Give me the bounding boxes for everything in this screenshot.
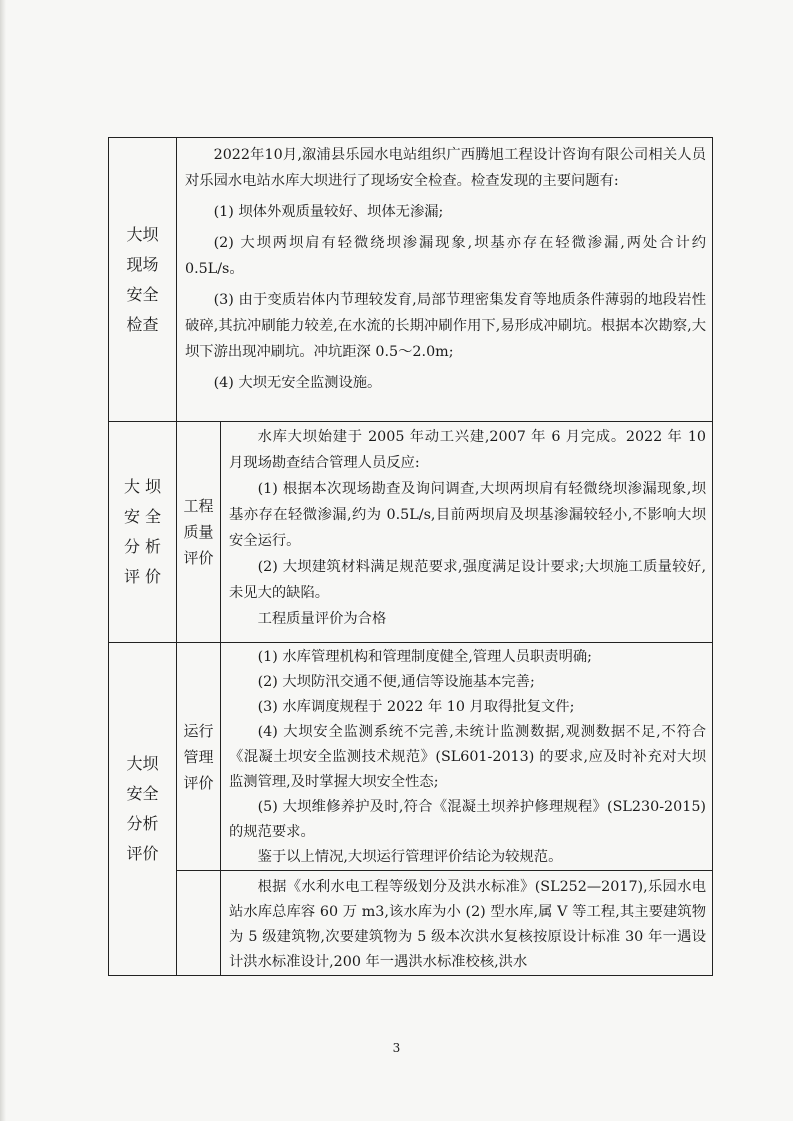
row-operation-management xyxy=(109,643,713,871)
content-engineering-quality xyxy=(221,422,713,643)
label-safety-evaluation: 大坝 安全 分析 评价 xyxy=(109,643,177,976)
sublabel-operation-management: 运行 管理 评价 xyxy=(177,643,221,871)
sublabel-flood-standard xyxy=(177,871,221,976)
sublabel-engineering-quality: 工程 质量 评价 xyxy=(177,422,221,643)
row-engineering-quality xyxy=(109,422,713,643)
content-operation-management xyxy=(221,643,713,871)
paragraph: (1) 坝体外观质量较好、坝体无渗漏; xyxy=(213,204,444,220)
paragraph: (4) 大坝无安全监测设施。 xyxy=(213,375,382,391)
label-site-inspection: 大坝 现场 安全 检查 xyxy=(109,138,177,422)
row-flood-standard xyxy=(109,871,713,976)
paragraph: 2022年10月,溆浦县乐园水电站组织广西腾旭工程设计咨询有限公司相关人员对乐园水电站水库大坝进行了现场安全检查。检查发现的主要问题有: xyxy=(185,147,707,189)
safety-assessment-table xyxy=(108,137,713,976)
paragraph: (1) 根据本次现场勘查及询问调查,大坝两坝肩有轻微绕坝渗漏现象,坝基亦存在轻微渗漏,约为 0.5L/s,目前两坝肩及坝基渗漏较轻小,不影响大坝安全运行。 xyxy=(229,481,707,549)
page-number: 3 xyxy=(392,1041,401,1055)
paragraph: 鉴于以上情况,大坝运行管理评价结论为较规范。 xyxy=(257,849,563,865)
paragraph: (2) 大坝防汛交通不便,通信等设施基本完善; xyxy=(257,674,535,690)
paragraph: (1) 水库管理机构和管理制度健全,管理人员职责明确; xyxy=(257,649,592,665)
paragraph: 工程质量评价为合格 xyxy=(257,611,387,627)
content-flood-standard xyxy=(221,871,713,976)
paragraph: (4) 大坝安全监测系统不完善,未统计监测数据,观测数据不足,不符合《混凝土坝安全监测技术规范》(SL601-2013) 的要求,应及时补充对大坝监测管理,及时掌握大坝安全性态; xyxy=(229,724,707,790)
paragraph: (3) 水库调度规程于 2022 年 10 月取得批复文件; xyxy=(257,699,575,715)
paragraph: (3) 由于变质岩体内节理较发育,局部节理密集发育等地质条件薄弱的地段岩性破碎,其抗冲刷能力较差,在水流的长期冲刷作用下,易形成冲刷坑。根据本次勘察,大坝下游出现冲刷坑。冲坑距深 0.5～2.0m; xyxy=(185,292,707,360)
paragraph: 水库大坝始建于 2005 年动工兴建,2007 年 6 月完成。2022 年 10 月现场勘查结合管理人员反应: xyxy=(229,429,707,471)
paragraph: (5) 大坝维修养护及时,符合《混凝土坝养护修理规程》(SL230-2015) 的规范要求。 xyxy=(229,799,707,840)
paragraph: (2) 大坝建筑材料满足规范要求,强度满足设计要求;大坝施工质量较好,未见大的缺陷。 xyxy=(229,559,707,601)
page-edge xyxy=(0,0,6,1121)
content-site-inspection xyxy=(177,138,713,422)
label-safety-analysis: 大 坝 安 全 分 析 评 价 xyxy=(109,422,177,643)
paragraph: (2) 大坝两坝肩有轻微绕坝渗漏现象,坝基亦存在轻微渗漏,两处合计约 0.5L/s。 xyxy=(185,235,707,277)
row-site-inspection xyxy=(109,138,713,422)
paragraph: 根据《水利水电工程等级划分及洪水标准》(SL252—2017),乐园水电站水库总库容 60 万 m3,该水库为小 (2) 型水库,属 V 等工程,其主要建筑物为 5 级建筑物,次要建筑物为 5 级本次洪水复核按原设计标准 30 年一遇设计洪水标准设计,200 年一遇洪水标准校核,洪水 xyxy=(229,879,707,970)
